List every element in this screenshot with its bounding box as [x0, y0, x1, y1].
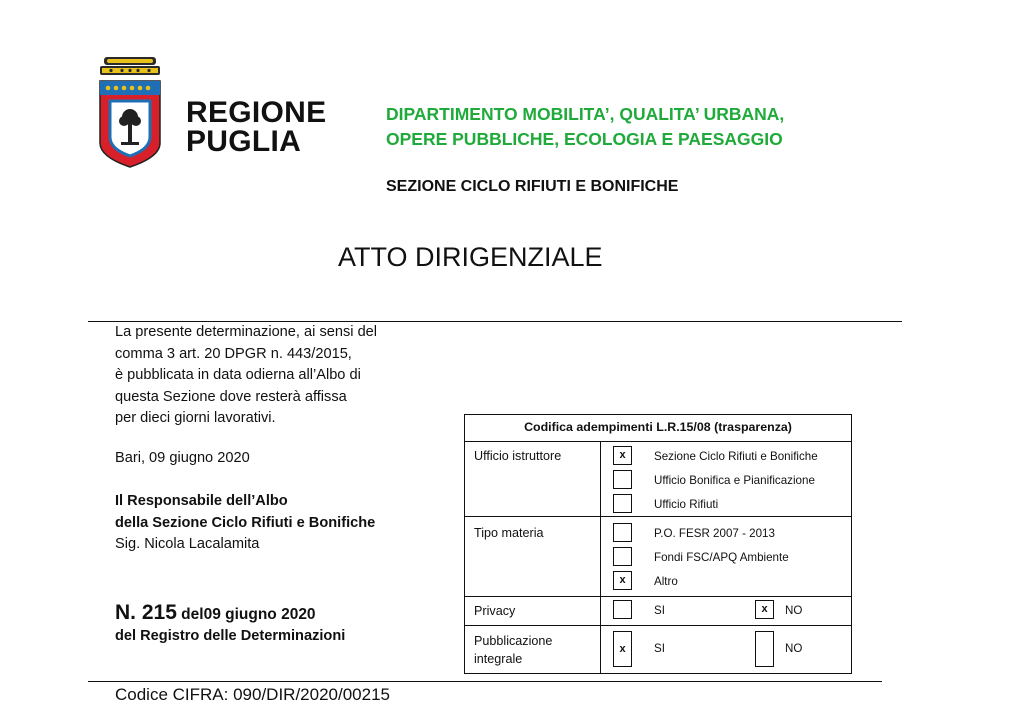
publication-line: comma 3 art. 20 DPGR n. 443/2015,	[115, 345, 352, 362]
cifra-code: Codice CIFRA: 090/DIR/2020/00215	[115, 685, 390, 704]
org-name-line2: PUGLIA	[186, 125, 302, 158]
department-name	[386, 102, 784, 152]
table-row-divider	[465, 625, 851, 626]
pubblicazione-label	[474, 632, 552, 668]
org-name	[186, 98, 326, 156]
responsible-title-line2: della Sezione Ciclo Rifiuti e Bonifiche	[115, 514, 376, 531]
checkbox-privacy-si[interactable]	[613, 600, 632, 619]
checkbox-fondi-fsc[interactable]	[613, 547, 632, 566]
regione-puglia-coat-of-arms-icon	[96, 57, 164, 169]
option-label: Ufficio Bonifica e Pianificazione	[654, 474, 815, 487]
checkbox-pubblicazione-si[interactable]: x	[613, 631, 632, 667]
section-name: SEZIONE CICLO RIFIUTI E BONIFICHE	[386, 178, 679, 195]
checkbox-privacy-no[interactable]: x	[755, 600, 774, 619]
privacy-no-label: NO	[785, 604, 803, 617]
option-label: Ufficio Rifiuti	[654, 498, 719, 511]
ufficio-label: Ufficio istruttore	[474, 449, 562, 463]
table-column-divider	[600, 442, 601, 673]
pubblicazione-si-label: SI	[654, 642, 665, 655]
place-date: Bari, 09 giugno 2020	[115, 450, 250, 466]
checkbox-ufficio-bonifica[interactable]	[613, 470, 632, 489]
responsible-block	[115, 491, 375, 556]
tipo-materia-label: Tipo materia	[474, 526, 544, 540]
table-row-divider	[465, 516, 851, 517]
option-label: Altro	[654, 575, 678, 588]
checkbox-ufficio-rifiuti[interactable]	[613, 494, 632, 513]
responsible-title-line1: Il Responsabile dell’Albo	[115, 493, 288, 509]
registry-label: del Registro delle Determinazioni	[115, 628, 346, 644]
checkbox-altro[interactable]: x	[613, 571, 632, 590]
checkbox-sezione-ciclo-rifiuti[interactable]: x	[613, 446, 632, 465]
pubblicazione-no-label: NO	[785, 642, 803, 655]
publication-line: La presente determinazione, ai sensi del	[115, 324, 378, 340]
publication-line: questa Sezione dove resterà affissa	[115, 388, 347, 405]
checkbox-po-fesr[interactable]	[613, 523, 632, 542]
table-row-divider	[465, 441, 851, 442]
pubblicazione-label-line1: Pubblicazione	[474, 634, 553, 648]
document-title: ATTO DIRIGENZIALE	[338, 242, 603, 272]
privacy-label: Privacy	[474, 604, 516, 618]
department-line1: DIPARTIMENTO MOBILITA’, QUALITA’ URBANA,	[386, 104, 785, 124]
option-label: P.O. FESR 2007 - 2013	[654, 527, 775, 540]
option-label: Fondi FSC/APQ Ambiente	[654, 551, 789, 564]
org-name-line1: REGIONE	[186, 96, 327, 129]
crown-icon	[100, 57, 160, 75]
transparency-table	[464, 414, 852, 674]
publication-line: è pubblicata in data odierna all’Albo di	[115, 367, 361, 383]
responsible-name: Sig. Nicola Lacalamita	[115, 536, 260, 552]
publication-line: per dieci giorni lavorativi.	[115, 410, 276, 426]
privacy-si-label: SI	[654, 604, 665, 617]
determination-date: del09 giugno 2020	[176, 606, 316, 623]
table-title: Codifica adempimenti L.R.15/08 (trasparenza)	[524, 420, 792, 434]
checkbox-pubblicazione-no[interactable]	[755, 631, 774, 667]
determination-number-label: N. 215	[115, 601, 177, 624]
determination-number	[115, 601, 316, 625]
option-label: Sezione Ciclo Rifiuti e Bonifiche	[654, 450, 818, 463]
department-line2: OPERE PUBBLICHE, ECOLOGIA E PAESAGGIO	[386, 129, 783, 149]
table-row-divider	[465, 596, 851, 597]
bottom-divider	[88, 681, 882, 682]
pubblicazione-label-line2: integrale	[474, 652, 523, 666]
publication-notice	[115, 322, 445, 430]
